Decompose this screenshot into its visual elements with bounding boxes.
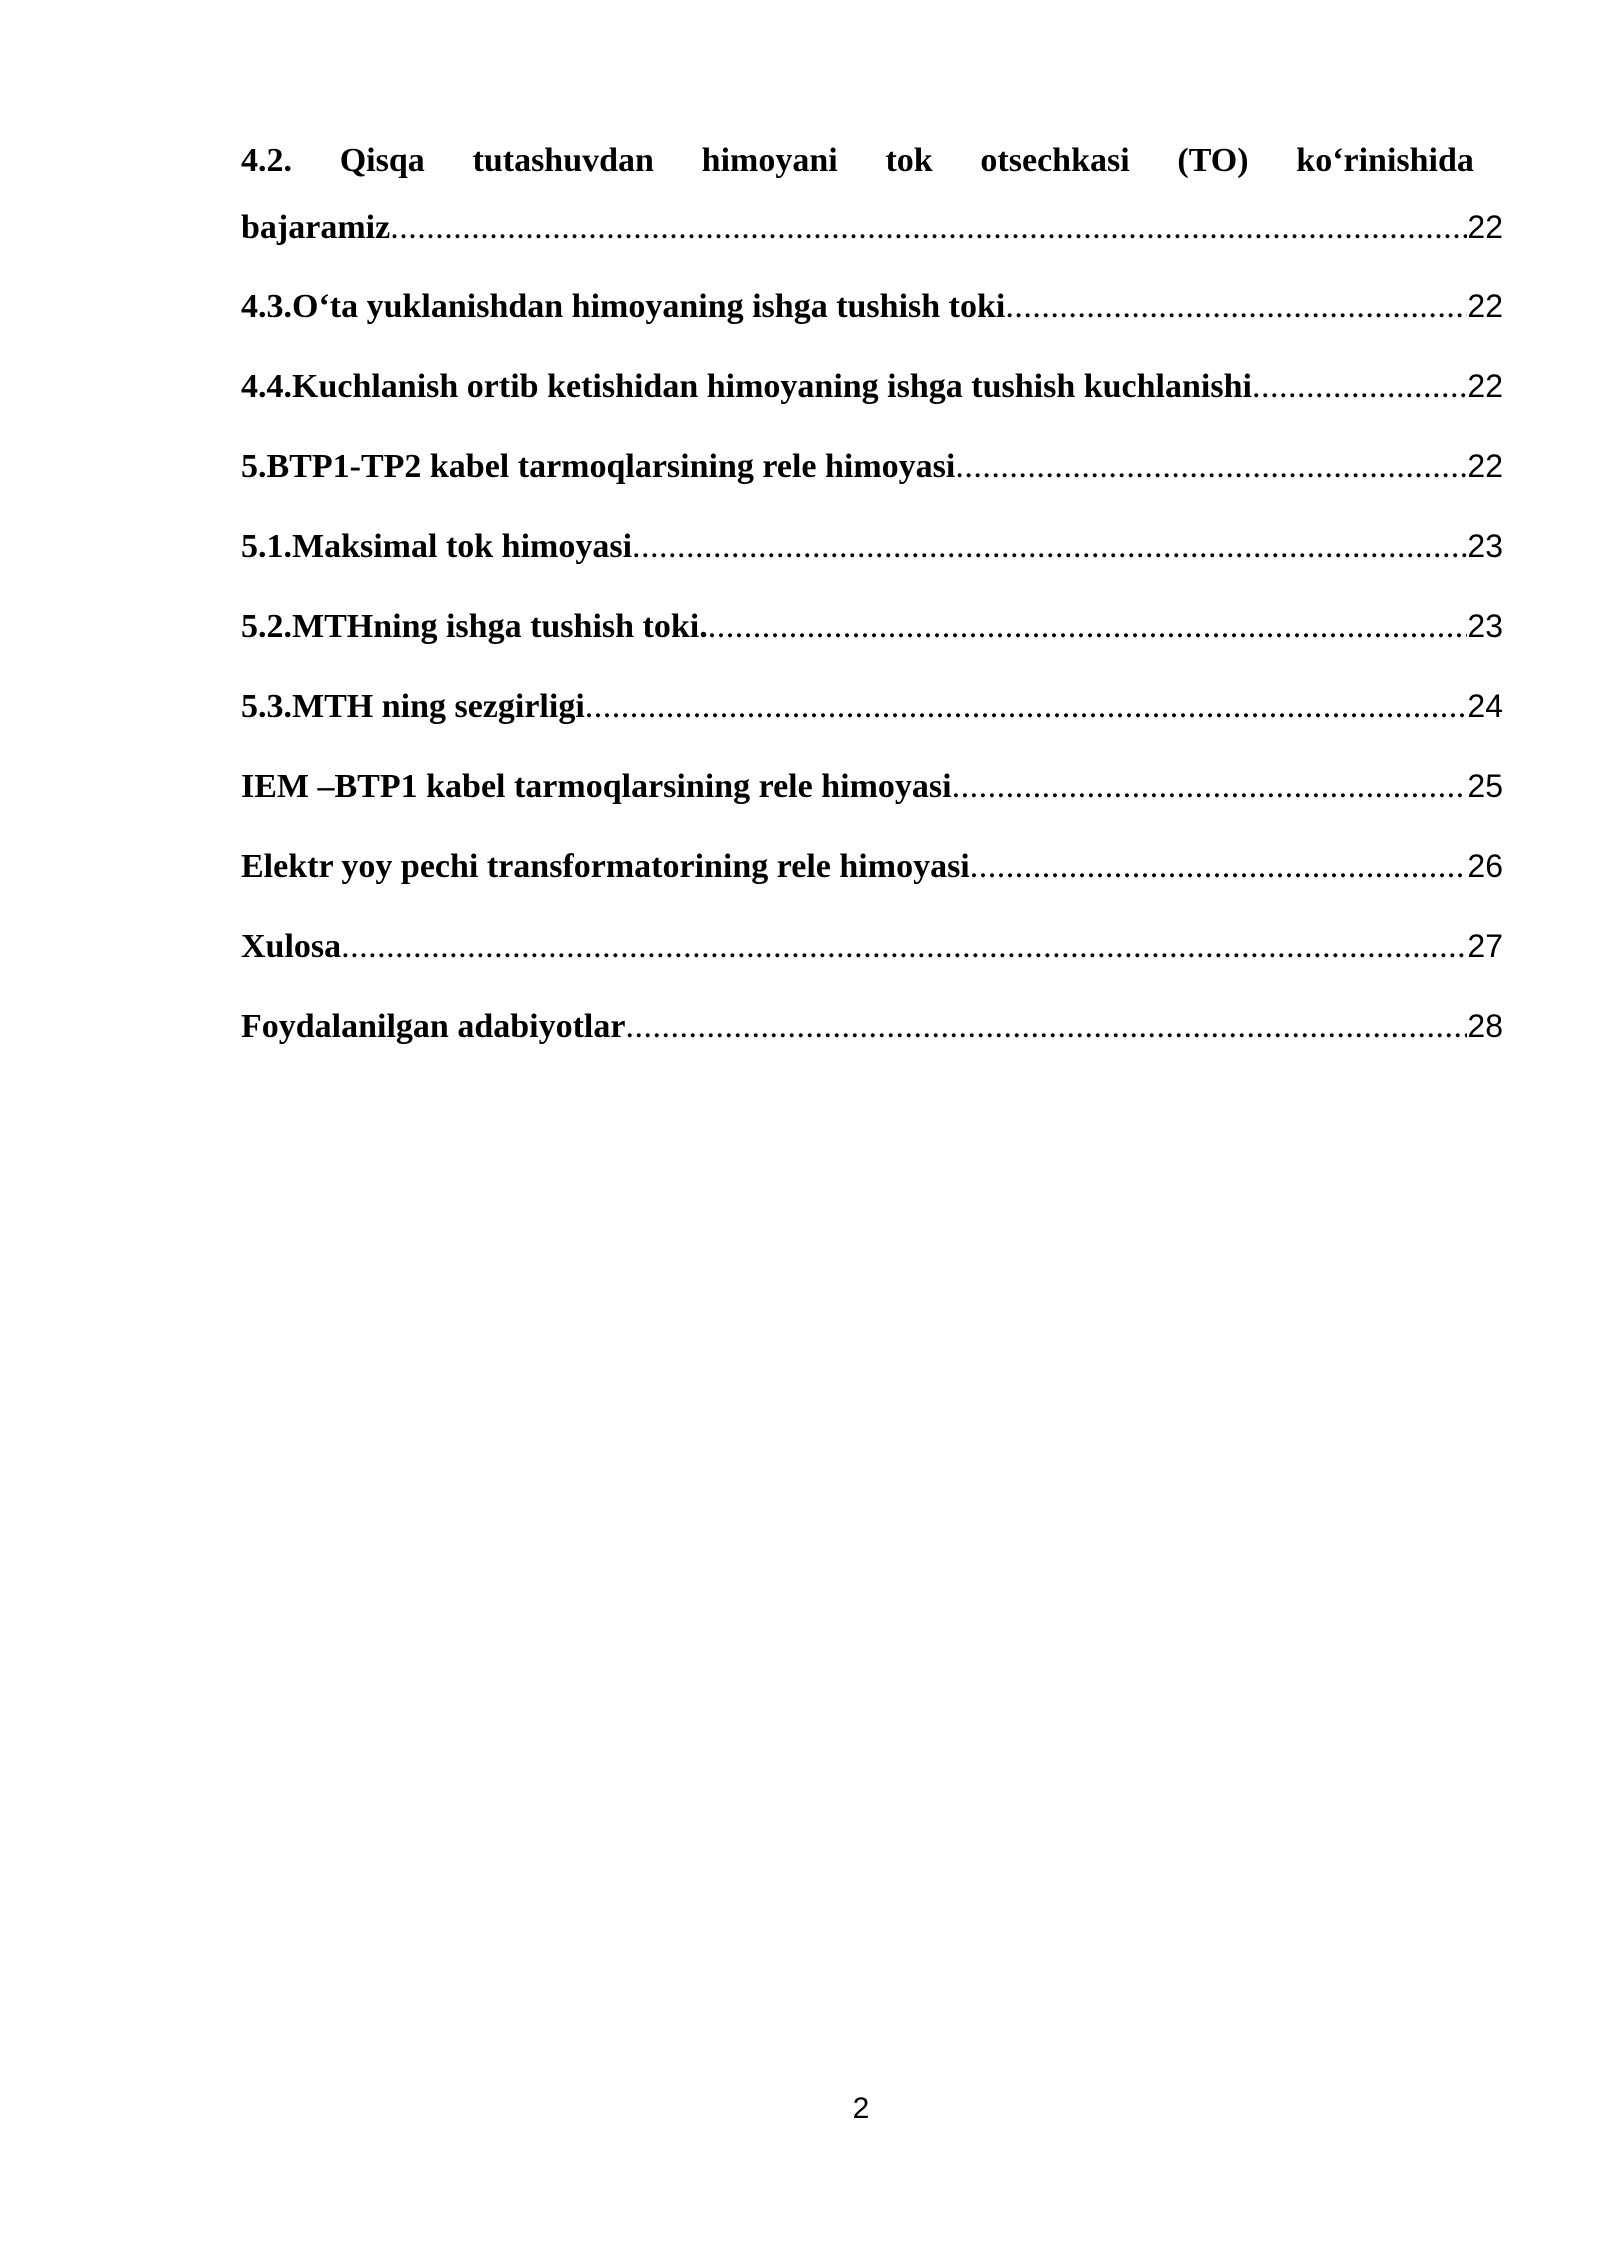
toc-page-number: 22	[1467, 209, 1503, 245]
toc-word: tok	[885, 142, 933, 179]
toc-entry-title-line1	[241, 140, 1474, 182]
toc-entry-title: 4.4.Kuchlanish ortib ketishidan himoyaning ishga tushish kuchlanishi	[241, 368, 1252, 405]
toc-entry	[241, 845, 1503, 888]
toc-entry	[241, 1005, 1503, 1048]
toc-entry-title: 5.1.Maksimal tok himoyasi	[241, 528, 633, 565]
toc-entry	[241, 285, 1503, 328]
toc-page-number: 23	[1467, 528, 1503, 564]
toc-page-number: 23	[1467, 608, 1503, 644]
table-of-contents	[241, 140, 1503, 1085]
toc-entry-title: IEM –BTP1 kabel tarmoqlarsining rele himoyasi	[241, 768, 952, 805]
toc-entry	[241, 765, 1503, 808]
toc-page-number: 28	[1467, 1008, 1503, 1044]
toc-dot-leader	[625, 1006, 1467, 1048]
toc-entry-title: 5.2.MTHning ishga tushish toki.	[241, 608, 708, 645]
page-number: 2	[852, 2092, 870, 2125]
toc-entry	[241, 365, 1503, 408]
toc-page-number: 24	[1467, 688, 1503, 724]
toc-dot-leader	[1252, 366, 1467, 408]
toc-entry-title: 5.3.MTH ning sezgirligi	[241, 688, 585, 725]
toc-word: Qisqa	[339, 142, 425, 179]
toc-entry-title: Elektr yoy pechi transformatorining rele himoyasi	[241, 848, 970, 885]
toc-word: ko‘rinishida	[1296, 142, 1474, 179]
toc-entry	[241, 605, 1503, 648]
toc-entry-title: Foydalanilgan adabiyotlar	[241, 1008, 626, 1045]
toc-word: 4.2.	[241, 142, 292, 179]
toc-page-number: 22	[1467, 448, 1503, 484]
toc-entry-title: bajaramiz	[241, 209, 391, 246]
toc-word: himoyani	[701, 142, 838, 179]
toc-page-number: 27	[1467, 928, 1503, 964]
toc-dot-leader	[955, 446, 1467, 488]
toc-dot-leader	[632, 526, 1467, 568]
toc-dot-leader	[390, 207, 1467, 249]
toc-dot-leader	[708, 606, 1468, 648]
toc-word: (TO)	[1177, 142, 1249, 179]
toc-dot-leader	[585, 686, 1468, 728]
toc-entry	[241, 685, 1503, 728]
toc-dot-leader	[341, 926, 1467, 968]
toc-dot-leader	[970, 846, 1468, 888]
toc-page-number: 22	[1467, 288, 1503, 324]
toc-dot-leader	[952, 766, 1468, 808]
toc-page-number: 22	[1467, 368, 1503, 404]
toc-word: tutashuvdan	[472, 142, 654, 179]
toc-entry-title: 4.3.O‘ta yuklanishdan himoyaning ishga tushish toki	[241, 288, 1006, 325]
toc-page-number: 25	[1467, 768, 1503, 804]
toc-entry	[241, 525, 1503, 568]
toc-word: otsechkasi	[980, 142, 1130, 179]
toc-entry-title: 5.BTP1-TP2 kabel tarmoqlarsining rele himoyasi	[241, 448, 956, 485]
toc-entry-title: Xulosa	[241, 928, 342, 965]
toc-entry	[241, 445, 1503, 488]
toc-entry-title-line2	[241, 206, 1503, 249]
toc-dot-leader	[1005, 286, 1467, 328]
toc-page-number: 26	[1467, 848, 1503, 884]
toc-entry	[241, 140, 1503, 249]
toc-entry-list	[241, 285, 1503, 1048]
toc-entry	[241, 925, 1503, 968]
